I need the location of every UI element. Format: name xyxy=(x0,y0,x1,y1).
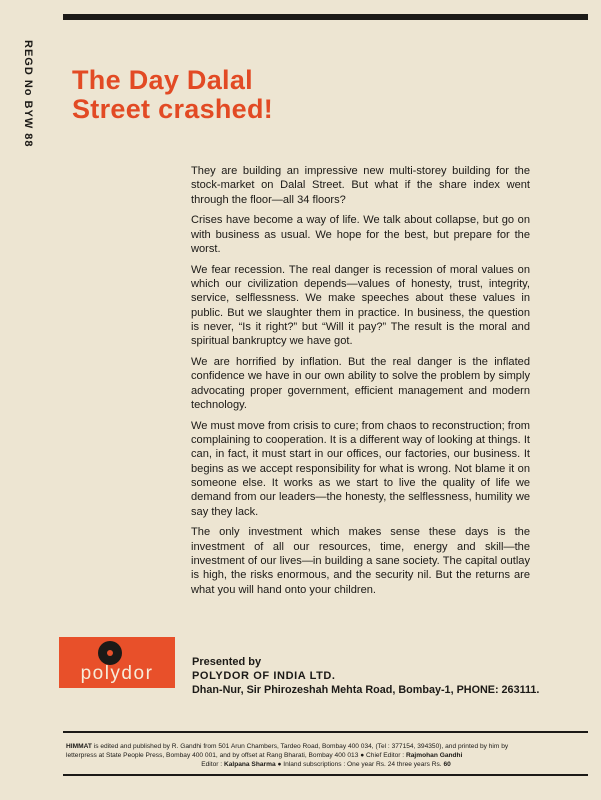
logo-wordmark: polydor xyxy=(80,663,154,684)
registration-label: REGD No BYW 88 xyxy=(22,40,34,148)
imprint-line-2: letterpress at State People Press, Bombay 400 001, and by offset at Rang Bharati, Bombay 400 013 ● Chief Editor : Rajmohan Gandhi xyxy=(66,752,463,759)
headline xyxy=(72,66,273,124)
footer-rule-bottom xyxy=(63,774,588,776)
headline-line-1: The Day Dalal xyxy=(72,65,253,95)
imprint-footer xyxy=(66,742,586,769)
top-rule xyxy=(63,14,588,20)
presented-by-label: Presented by xyxy=(192,656,262,668)
sponsor-company: POLYDOR OF INDIA LTD. xyxy=(192,670,336,682)
paragraph: The only investment which makes sense these days is the investment of all our resources, time, energy and skill—the investment of our lives—in building a sane society. The capital outlay is high, the risks enormous, and the security nil. But the returns are what you will hand onto your children. xyxy=(191,526,530,596)
record-disc-icon xyxy=(98,641,122,665)
magazine-name: HIMMAT xyxy=(66,743,92,750)
paragraph: We must move from crisis to cure; from chaos to reconstruction; from complaining to cooperation. It is a different way of looking at things. It can, in fact, it must start in our offices, our factories, our business. It begins as we accept responsibility for what is wrong. Not blame it on someone else. It works as we start to live the quality of life we demand from our leaders—the honesty, the selflessness, humility we say they lack. xyxy=(191,419,530,518)
paragraph: Crises have become a way of life. We talk about collapse, but go on with business as usual. We hope for the best, but prepare for the worst. xyxy=(191,214,530,255)
polydor-logo xyxy=(59,637,175,688)
chief-editor: Rajmohan Gandhi xyxy=(405,752,463,759)
paragraph: We fear recession. The real danger is recession of moral values on which our civilization depends—values of honesty, trust, integrity, service, selflessness. We make speeches about these values in public. But we slaughter them in practice. In business, the question is never, “Is it right?” but “Will it pay?” The result is the moral and spiritual bankruptcy we have got. xyxy=(191,263,530,348)
paragraph: We are horrified by inflation. But the real danger is the inflated confidence we have in our own ability to solve the problem by simply advocating proper government, efficient management and modern technology. xyxy=(191,356,530,411)
sponsor-address: Dhan-Nur, Sir Phirozeshah Mehta Road, Bombay-1, PHONE: 263111. xyxy=(192,684,540,696)
paragraph: They are building an impressive new multi-storey building for the stock-market on Dalal Street. But what if the share index went through the floor—all 34 floors? xyxy=(191,165,530,206)
article-body xyxy=(191,164,530,603)
editor-name: Kalpana Sharma xyxy=(223,761,276,768)
imprint-line-1: HIMMAT is edited and published by R. Gandhi from 501 Arun Chambers, Tardeo Road, Bombay 400 034, (Tel : 377154, 394350), and printed by him by xyxy=(66,743,509,750)
imprint-line-3: Editor : Kalpana Sharma ● Inland subscriptions : One year Rs. 24 three years Rs. 60 xyxy=(201,761,451,768)
footer-rule-top xyxy=(63,731,588,733)
headline-line-2: Street crashed! xyxy=(72,94,274,124)
